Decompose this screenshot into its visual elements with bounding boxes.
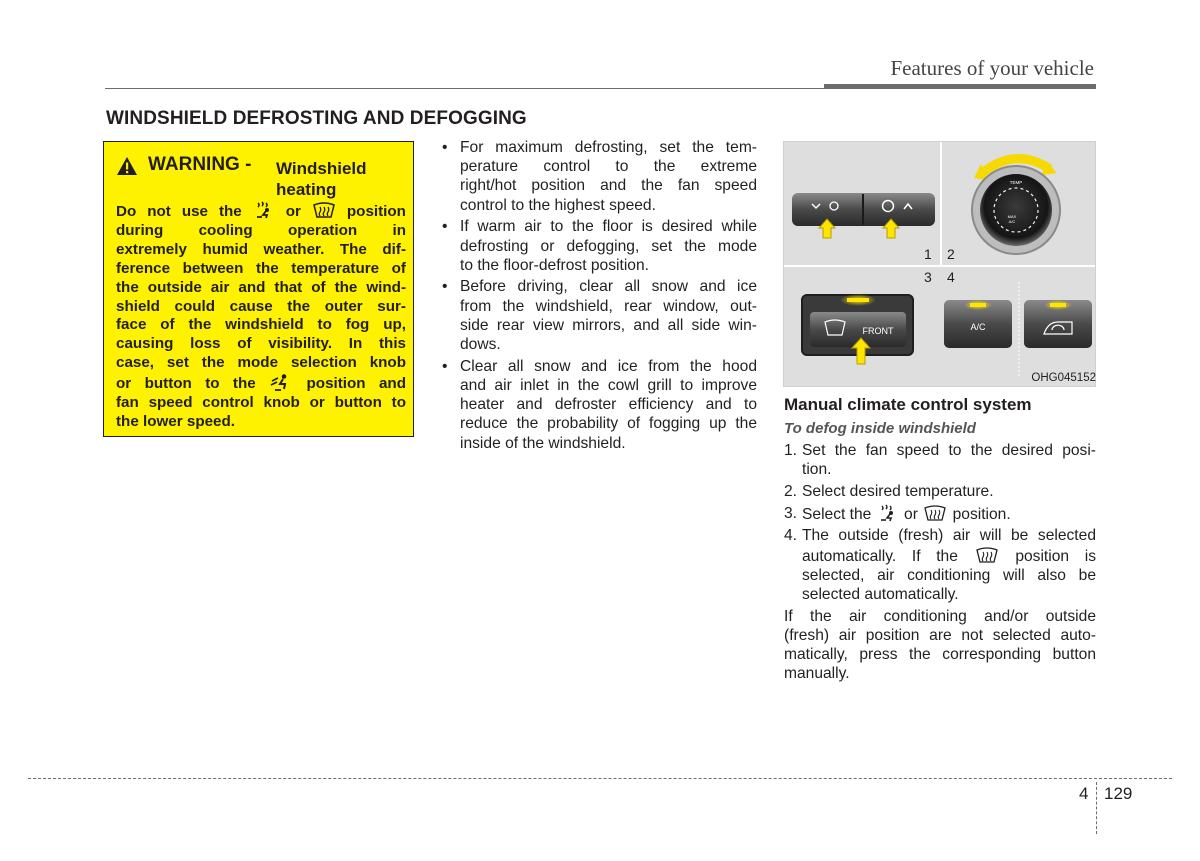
bullet-dot: • xyxy=(442,139,448,156)
step-line: selected automatically. xyxy=(802,585,959,603)
note-line: manually. xyxy=(784,665,850,683)
note-paragraph xyxy=(784,607,1096,684)
knob-label-max: MAX xyxy=(1007,214,1017,219)
warning-title xyxy=(276,158,406,200)
step-number: 1. xyxy=(784,442,798,459)
floor-defrost-mode-icon xyxy=(876,504,900,522)
defrost-mode-icon xyxy=(312,201,336,219)
warning-text: position and xyxy=(306,375,406,393)
warning-line: extremely humid weather. The dif- xyxy=(116,240,406,258)
warning-label: WARNING - xyxy=(148,154,252,175)
section-heading: WINDSHIELD DEFROSTING AND DEFOGGING xyxy=(106,108,527,129)
warning-line xyxy=(116,201,406,222)
step-line xyxy=(802,504,1096,524)
floor-defrost-mode-icon xyxy=(253,201,275,219)
bullet-dot: • xyxy=(442,218,448,236)
warning-body xyxy=(116,201,406,432)
bullet-item xyxy=(442,357,757,453)
bullet-line: heater and defroster efficiency and to xyxy=(460,396,757,414)
warning-text: position xyxy=(346,203,406,220)
procedure-title: To defog inside windshield xyxy=(784,420,976,437)
bullet-line: control to the highest speed. xyxy=(460,196,656,214)
step-item xyxy=(784,482,1096,501)
chapter-number: 4 xyxy=(1079,784,1089,803)
step-number: 2. xyxy=(784,482,798,500)
warning-box xyxy=(103,141,414,437)
step-text: automatically. If the xyxy=(802,547,958,565)
warning-line: causing loss of visibility. In this xyxy=(116,335,406,353)
defrost-mode-icon xyxy=(922,504,948,522)
warning-text: or button to the xyxy=(116,375,256,393)
button-label-front: FRONT xyxy=(862,326,894,336)
bullet-line: If warm air to the floor is desired while xyxy=(460,218,757,236)
knob-label-temp: TEMP xyxy=(1009,180,1023,185)
bullet-line: defrosting or defogging, set the mode xyxy=(460,237,757,255)
bullet-line: dows. xyxy=(460,336,501,354)
note-line: If the air conditioning and/or outside xyxy=(784,607,1096,625)
callout-1: 1 xyxy=(924,246,932,262)
bullet-item xyxy=(442,138,757,215)
header-rule xyxy=(105,88,825,89)
warning-line: shield could cause the outer sur- xyxy=(116,297,406,315)
bullet-item xyxy=(442,217,757,275)
bullet-dot: • xyxy=(442,278,448,296)
bullet-line: perature control to the extreme xyxy=(460,158,757,176)
bullet-line: side rear view mirrors, and all side win- xyxy=(460,316,757,334)
step-line: tion. xyxy=(802,461,832,479)
warning-line: ference between the temperature of xyxy=(116,259,406,277)
callout-3: 3 xyxy=(924,269,932,285)
step-item xyxy=(784,441,1096,479)
bullet-dot: • xyxy=(442,357,448,375)
bullet-item xyxy=(442,277,757,354)
page-number: 129 xyxy=(1104,784,1133,803)
note-line: (fresh) air position are not selected auto- xyxy=(784,626,1096,644)
warning-triangle-icon xyxy=(116,156,138,176)
step-text: position is xyxy=(1015,547,1097,565)
footer-divider xyxy=(1096,782,1097,834)
warning-title-line1: Windshield xyxy=(276,159,367,178)
defrost-mode-icon xyxy=(974,546,1000,564)
climate-control-illustration xyxy=(784,142,1096,387)
bullet-line: inside of the windshield. xyxy=(460,434,626,452)
step-text: or xyxy=(904,505,918,523)
bullet-line: right/hot position and the fan speed xyxy=(460,177,757,195)
warning-text: or xyxy=(285,203,301,220)
bullet-line: Clear all snow and ice from the hood xyxy=(460,357,757,375)
warning-line: the outside air and that of the wind- xyxy=(116,278,406,296)
step-number: 3. xyxy=(784,504,798,522)
warning-line: during cooling operation in xyxy=(116,221,406,239)
bullet-line: Before driving, clear all snow and ice xyxy=(460,278,757,296)
manual-climate-subheading: Manual climate control system xyxy=(784,395,1032,414)
warning-line xyxy=(116,373,406,394)
bullet-line: and air inlet in the cowl grill to improve xyxy=(460,376,757,394)
warning-line: face of the windshield to fog up, xyxy=(116,316,406,334)
step-item xyxy=(784,526,1096,604)
figure-code: OHG045152 xyxy=(1031,372,1096,384)
step-text: Select the xyxy=(802,505,872,523)
bullet-list xyxy=(442,138,757,455)
chapter-title: Features of your vehicle xyxy=(890,56,1094,80)
warning-line: fan speed control knob or button to xyxy=(116,394,406,412)
warning-title-line2: heating xyxy=(276,180,337,199)
step-number: 4. xyxy=(784,527,798,545)
footer-rule xyxy=(28,778,1172,779)
bullet-line: reduce the probability of fogging up the xyxy=(460,415,757,433)
climate-control-figure xyxy=(783,141,1096,387)
step-line xyxy=(802,546,1096,566)
step-line: The outside (fresh) air will be selected xyxy=(802,527,1096,545)
warning-line: the lower speed. xyxy=(116,412,236,430)
bullet-line: For maximum defrosting, set the tem- xyxy=(460,139,757,156)
warning-line: case, set the mode selection knob xyxy=(116,354,406,372)
knob-label-ac: A/C xyxy=(1008,219,1016,224)
button-label-ac: A/C xyxy=(970,322,986,332)
floor-mode-icon xyxy=(269,373,293,391)
warning-text: Do not use the xyxy=(116,203,242,220)
procedure-steps xyxy=(784,441,1096,683)
note-line: matically, press the corresponding button xyxy=(784,646,1096,664)
header-rule-accent xyxy=(824,84,1096,89)
step-text: position. xyxy=(952,505,1011,523)
step-item xyxy=(784,504,1096,524)
step-line: Set the fan speed to the desired posi- xyxy=(802,442,1096,459)
callout-2: 2 xyxy=(947,246,955,262)
bullet-line: to the floor-defrost position. xyxy=(460,256,649,274)
step-line: Select desired temperature. xyxy=(802,482,994,500)
callout-4: 4 xyxy=(947,269,955,285)
step-line: selected, air conditioning will also be xyxy=(802,566,1096,584)
bullet-line: from the windshield, rear window, out- xyxy=(460,297,757,315)
